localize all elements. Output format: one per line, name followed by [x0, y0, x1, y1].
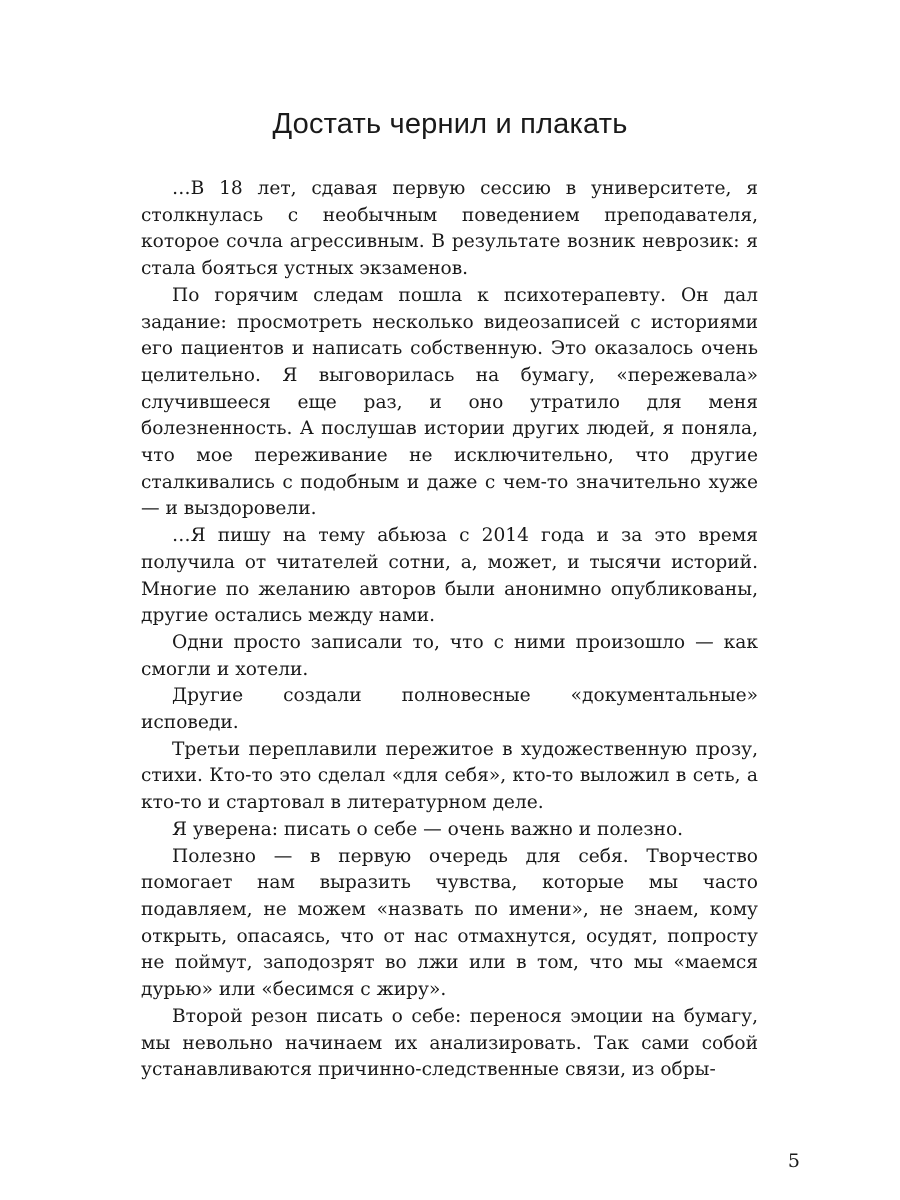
paragraph: Другие создали полновесные «документальные» исповеди. — [141, 685, 758, 734]
chapter-title: Достать чернил и плакать — [272, 108, 628, 140]
paragraph: По горячим следам пошла к психотерапевту. Он дал задание: просмотреть несколько видеозаписей с историями его пациентов и написать собственную. Это оказалось очень целительно. Я выговорилась на бумагу, «пережевала» случившееся еще раз, и оно утратило для меня болезненность. А послушав истории других людей, я поняла, что мое переживание не исключительно, что другие сталкивались с подобным и даже с чем-то значительно хуже — и выздоровели. — [141, 284, 758, 520]
paragraph: Одни просто записали то, что с ними произошло — как смогли и хотели. — [141, 631, 758, 680]
paragraph: …Я пишу на тему абьюза с 2014 года и за это время получила от читателей сотни, а, может, и тысячи историй. Многие по желанию авторов были анонимно опубликованы, другие остались между нами. — [141, 525, 758, 627]
body-text — [141, 176, 758, 1084]
paragraph: …В 18 лет, сдавая первую сессию в университете, я столкнулась с необычным поведением преподавателя, которое сочла агрессивным. В результате возник неврозик: я стала бояться устных экзаменов. — [141, 178, 758, 280]
page-number: 5 — [787, 1150, 800, 1172]
paragraph: Я уверена: писать о себе — очень важно и полезно. — [172, 818, 684, 840]
paragraph: Третьи переплавили пережитое в художественную прозу, стихи. Кто-то это сделал «для себя», кто-то выложил в сеть, а кто-то и стартовал в литературном деле. — [141, 738, 758, 814]
paragraph: Полезно — в первую очередь для себя. Творчество помогает нам выразить чувства, которые мы часто подавляем, не можем «назвать по имени», не знаем, кому открыть, опасаясь, что от нас отмахнутся, осудят, попросту не поймут, заподозрят во лжи или в том, что мы «маемся дурью» или «бесимся с жиру». — [141, 845, 758, 1001]
paragraph: Второй резон писать о себе: перенося эмоции на бумагу, мы невольно начинаем их анализировать. Так сами собой устанавливаются причинно-следственные связи, из обры- — [141, 1005, 758, 1081]
